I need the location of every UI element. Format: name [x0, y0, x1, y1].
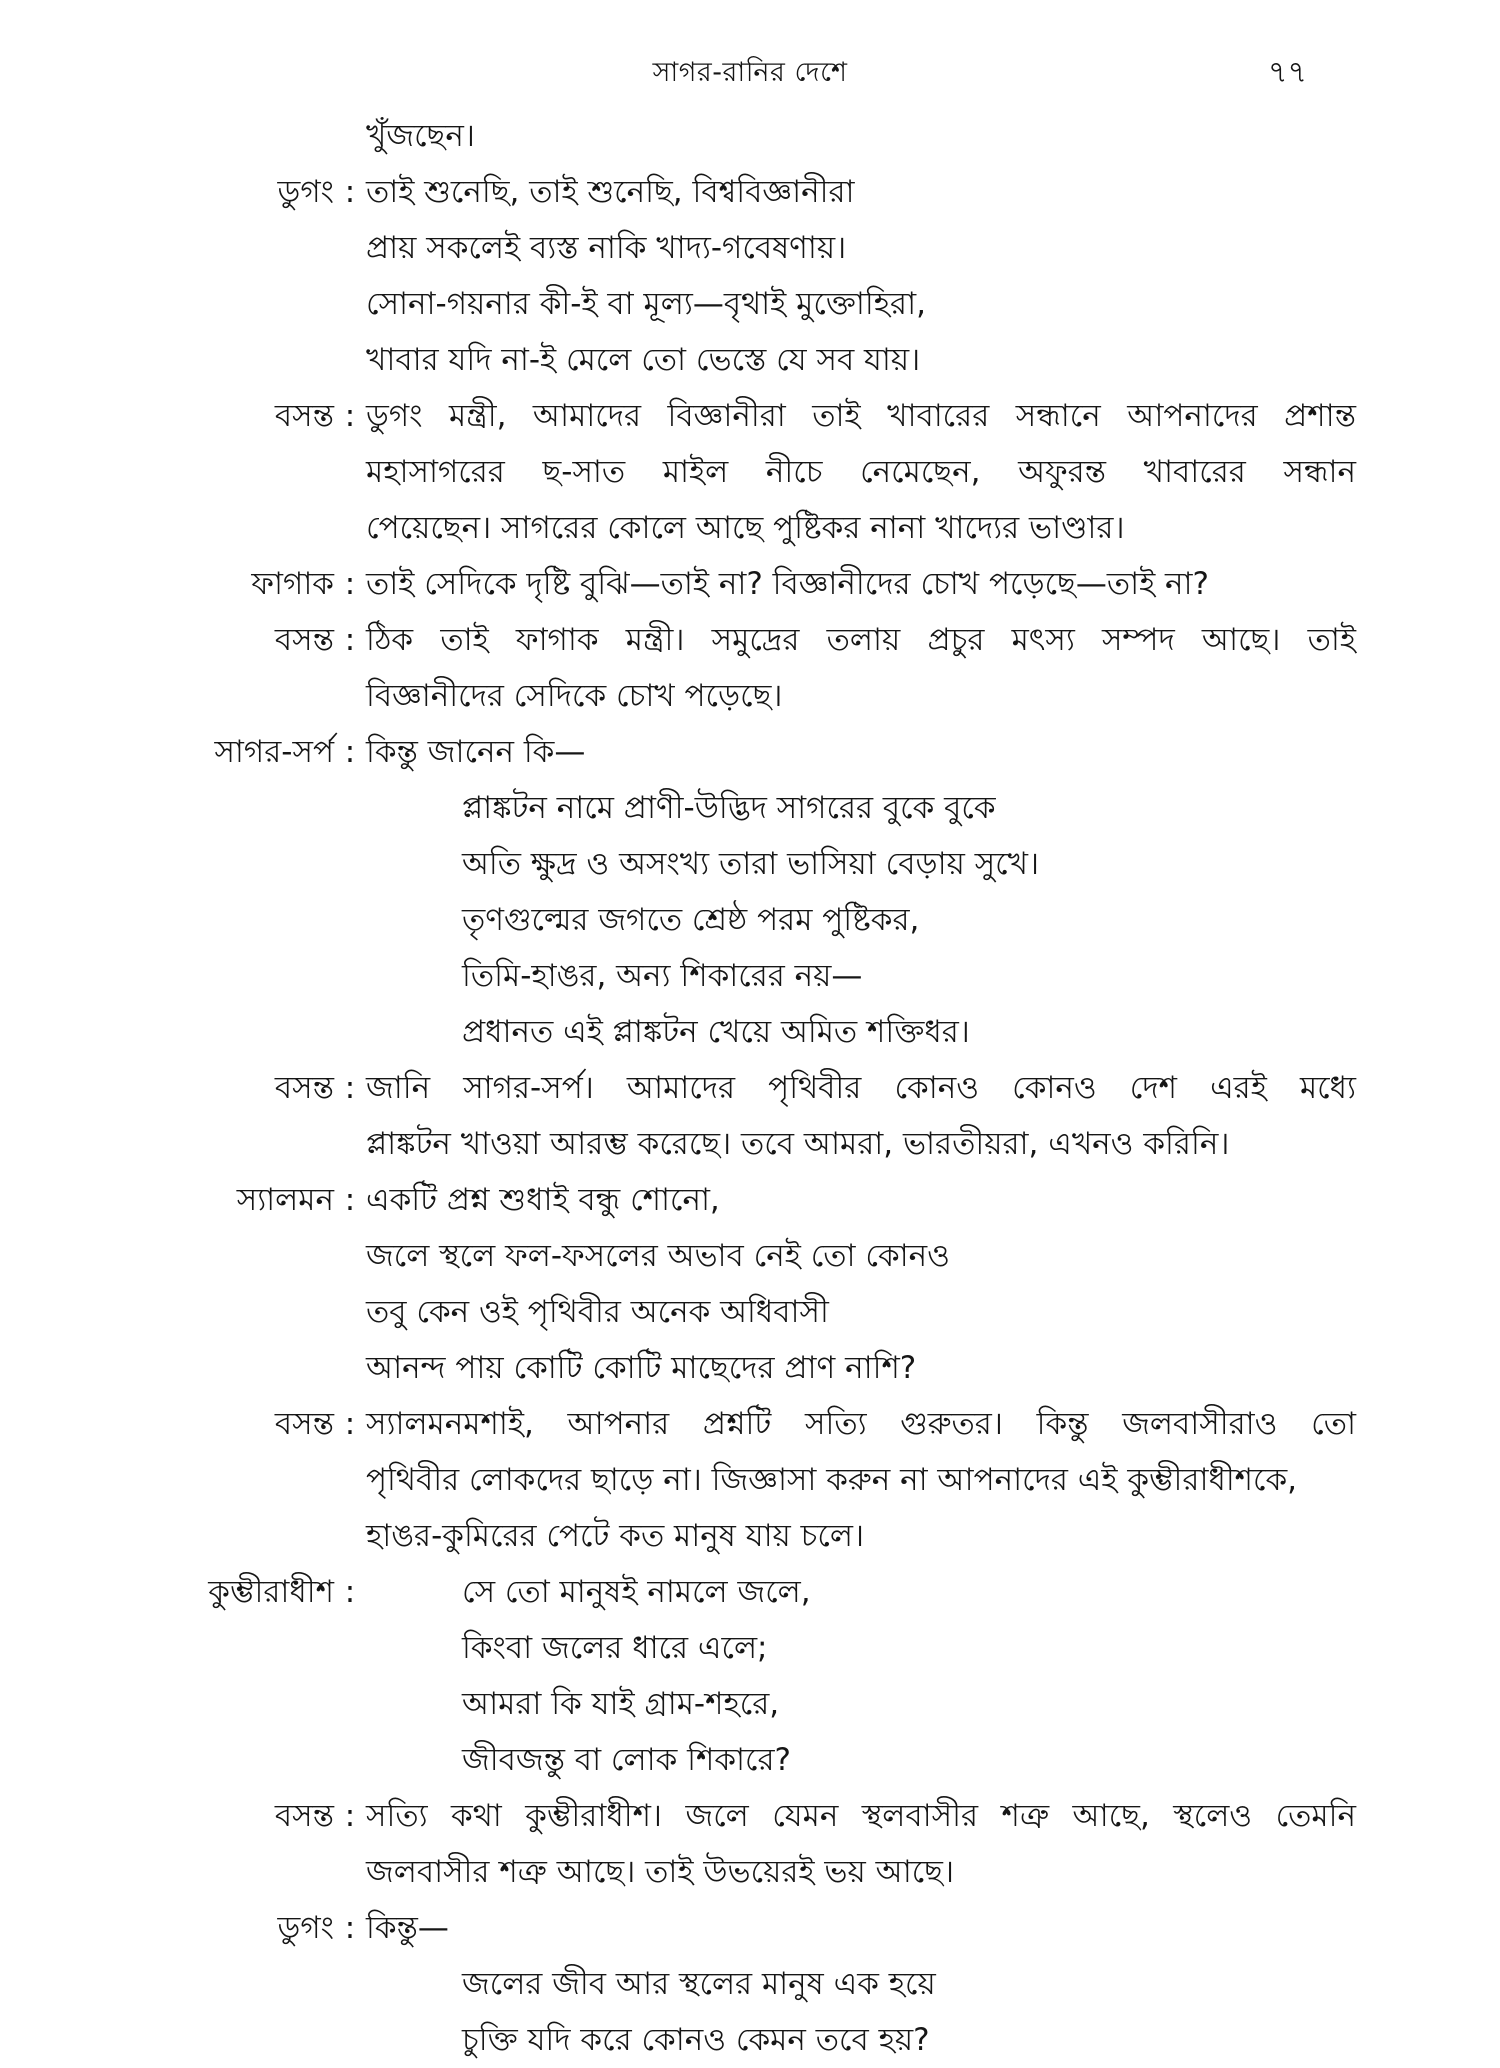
dialogue-line [0, 1788, 1500, 1844]
dialogue-line [0, 332, 1500, 388]
play-dialogue [0, 108, 1500, 2068]
verse-line [0, 1004, 1500, 1060]
line-text: একটি প্রশ্ন শুধাই বন্ধু শোনো, [366, 1182, 720, 1218]
speaker-name [0, 276, 334, 332]
verse-line [0, 1620, 1500, 1676]
dialogue-line [0, 1060, 1500, 1116]
speaker-separator: : [344, 398, 356, 434]
dialogue-line [0, 388, 1500, 444]
speaker-name [0, 1508, 334, 1564]
line-text: প্রধানত এই প্লাঙ্কটন খেয়ে অমিত শক্তিধর। [462, 1014, 970, 1050]
verse-line [0, 1956, 1500, 2012]
line-text: ডুগং মন্ত্রী, আমাদের বিজ্ঞানীরা তাই খাবারের সন্ধানে আপনাদের প্রশান্ত [366, 398, 1356, 434]
speaker-separator: : [344, 622, 356, 658]
speaker-name [0, 836, 334, 892]
line-text: তৃণগুল্মের জগতে শ্রেষ্ঠ পরম পুষ্টিকর, [462, 902, 920, 938]
running-header-title: সাগর-রানির দেশে [652, 57, 848, 88]
line-text: খুঁজছেন। [366, 118, 475, 154]
speaker-separator: : [344, 1798, 356, 1834]
verse-line [0, 1676, 1500, 1732]
speaker-separator: : [344, 174, 356, 210]
speaker-name: বসন্ত [274, 1070, 334, 1106]
speaker-name [0, 1228, 334, 1284]
verse-line [0, 1564, 1500, 1620]
dialogue-line [0, 1172, 1500, 1228]
speaker-name [0, 668, 334, 724]
dialogue-line [0, 1844, 1500, 1900]
speaker-separator: : [344, 1182, 356, 1218]
dialogue-line [0, 108, 1500, 164]
dialogue-line [0, 1228, 1500, 1284]
line-text: কিন্তু— [366, 1910, 449, 1946]
line-text: তাই সেদিকে দৃষ্টি বুঝি—তাই না? বিজ্ঞানীদের চোখ পড়েছে—তাই না? [366, 566, 1209, 602]
speaker-name [0, 1844, 334, 1900]
speaker-name [0, 332, 334, 388]
line-text: জলবাসীর শত্রু আছে। তাই উভয়েরই ভয় আছে। [366, 1854, 955, 1890]
speaker-name [0, 2012, 334, 2068]
speaker-name [0, 1284, 334, 1340]
dialogue-line [0, 556, 1500, 612]
line-text: তিমি-হাঙর, অন্য শিকারের নয়— [462, 958, 863, 994]
dialogue-line [0, 1452, 1500, 1508]
speaker-name [0, 1676, 334, 1732]
verse-line [0, 780, 1500, 836]
speaker-name [0, 948, 334, 1004]
dialogue-line [0, 724, 1500, 780]
line-text: ঠিক তাই ফাগাক মন্ত্রী। সমুদ্রের তলায় প্রচুর মৎস্য সম্পদ আছে। তাই [366, 622, 1356, 658]
speaker-name [0, 780, 334, 836]
verse-line [0, 892, 1500, 948]
line-text: তাই শুনেছি, তাই শুনেছি, বিশ্ববিজ্ঞানীরা [366, 174, 855, 210]
line-text: আমরা কি যাই গ্রাম-শহরে, [462, 1686, 780, 1722]
speaker-separator: : [344, 1574, 356, 1610]
line-text: তবু কেন ওই পৃথিবীর অনেক অধিবাসী [366, 1294, 829, 1330]
line-text: জীবজন্তু বা লোক শিকারে? [462, 1742, 791, 1778]
line-text: সোনা-গয়নার কী-ই বা মূল্য—বৃথাই মুক্তোহিরা, [366, 286, 926, 322]
dialogue-line [0, 444, 1500, 500]
dialogue-line [0, 1116, 1500, 1172]
speaker-name [0, 500, 334, 556]
dialogue-line [0, 164, 1500, 220]
line-text: চুক্তি যদি করে কোনও কেমন তবে হয়? [462, 2022, 930, 2058]
dialogue-line [0, 1284, 1500, 1340]
speaker-name: ফাগাক [251, 566, 334, 602]
line-text: অতি ক্ষুদ্র ও অসংখ্য তারা ভাসিয়া বেড়ায় সুখে। [462, 846, 1040, 882]
speaker-name [0, 892, 334, 948]
line-text: মহাসাগরের ছ-সাত মাইল নীচে নেমেছেন, অফুরন্ত খাবারের সন্ধান [366, 454, 1356, 490]
speaker-separator: : [344, 1406, 356, 1442]
speaker-name: বসন্ত [274, 622, 334, 658]
line-text: বিজ্ঞানীদের সেদিকে চোখ পড়েছে। [366, 678, 783, 714]
line-text: সে তো মানুষই নামলে জলে, [462, 1574, 811, 1610]
line-text: খাবার যদি না-ই মেলে তো ভেস্তে যে সব যায়। [366, 342, 921, 378]
speaker-name [0, 1732, 334, 1788]
speaker-name [0, 1452, 334, 1508]
line-text: আনন্দ পায় কোটি কোটি মাছেদের প্রাণ নাশি? [366, 1350, 917, 1386]
speaker-name [0, 1620, 334, 1676]
line-text: পেয়েছেন। সাগরের কোলে আছে পুষ্টিকর নানা খাদ্যের ভাণ্ডার। [366, 510, 1125, 546]
line-text: সত্যি কথা কুম্ভীরাধীশ। জলে যেমন স্থলবাসীর শত্রু আছে, স্থলেও তেমনি [366, 1798, 1356, 1834]
speaker-separator: : [344, 1910, 356, 1946]
speaker-name: ডুগং [277, 174, 334, 210]
speaker-name [0, 108, 334, 164]
verse-line [0, 2012, 1500, 2068]
verse-line [0, 948, 1500, 1004]
speaker-name [0, 1956, 334, 2012]
speaker-name [0, 1340, 334, 1396]
speaker-name [0, 1004, 334, 1060]
speaker-name: স্যালমন [236, 1182, 334, 1218]
speaker-name: বসন্ত [274, 398, 334, 434]
speaker-separator: : [344, 1070, 356, 1106]
verse-line [0, 1732, 1500, 1788]
dialogue-line [0, 220, 1500, 276]
line-text: প্লাঙ্কটন নামে প্রাণী-উদ্ভিদ সাগরের বুকে বুকে [462, 790, 996, 826]
speaker-name: ডুগং [277, 1910, 334, 1946]
page-number: ৭৭ [1268, 55, 1308, 90]
line-text: প্লাঙ্কটন খাওয়া আরম্ভ করেছে। তবে আমরা, ভারতীয়রা, এখনও করিনি। [366, 1126, 1230, 1162]
line-text: জলে স্থলে ফল-ফসলের অভাব নেই তো কোনও [366, 1238, 950, 1274]
dialogue-line [0, 1508, 1500, 1564]
line-text: স্যালমনমশাই, আপনার প্রশ্নটি সত্যি গুরুতর। কিন্তু জলবাসীরাও তো [366, 1406, 1356, 1442]
dialogue-line [0, 668, 1500, 724]
dialogue-line [0, 1900, 1500, 1956]
verse-line [0, 836, 1500, 892]
line-text: কিন্তু জানেন কি— [366, 734, 586, 770]
dialogue-line [0, 612, 1500, 668]
dialogue-line [0, 276, 1500, 332]
dialogue-line [0, 1340, 1500, 1396]
dialogue-line [0, 1396, 1500, 1452]
speaker-separator: : [344, 566, 356, 602]
speaker-name: বসন্ত [274, 1798, 334, 1834]
line-text: জানি সাগর-সর্প। আমাদের পৃথিবীর কোনও কোনও দেশ এরই মধ্যে [366, 1070, 1356, 1106]
line-text: পৃথিবীর লোকদের ছাড়ে না। জিজ্ঞাসা করুন না আপনাদের এই কুম্ভীরাধীশকে, [366, 1462, 1298, 1498]
speaker-separator: : [344, 734, 356, 770]
dialogue-line [0, 500, 1500, 556]
speaker-name [0, 1116, 334, 1172]
speaker-name [0, 220, 334, 276]
line-text: কিংবা জলের ধারে এলে; [462, 1630, 768, 1666]
line-text: জলের জীব আর স্থলের মানুষ এক হয়ে [462, 1966, 936, 2002]
line-text: প্রায় সকলেই ব্যস্ত নাকি খাদ্য-গবেষণায়। [366, 230, 847, 266]
speaker-name: কুম্ভীরাধীশ [208, 1574, 334, 1610]
speaker-name [0, 444, 334, 500]
speaker-name: সাগর-সর্প [214, 734, 334, 770]
line-text: হাঙর-কুমিরের পেটে কত মানুষ যায় চলে। [366, 1518, 865, 1554]
speaker-name: বসন্ত [274, 1406, 334, 1442]
